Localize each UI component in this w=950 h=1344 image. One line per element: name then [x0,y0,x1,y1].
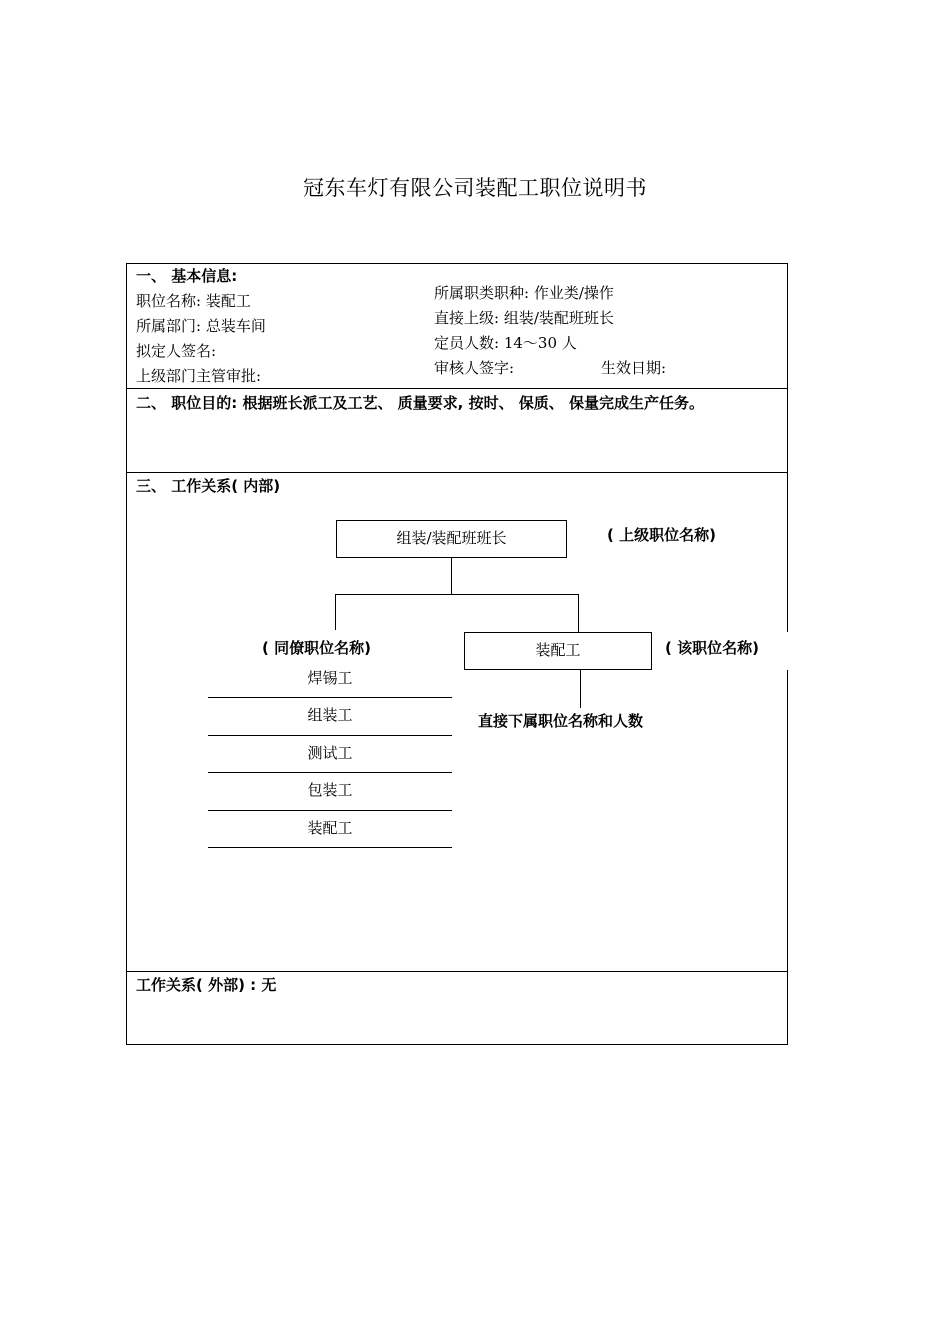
connector-line [451,558,452,594]
peer-divider [208,735,452,736]
internal-relations-heading: 三、 工作关系( 内部) [136,477,281,495]
border-gap [787,632,791,670]
headcount: 定员人数: 14～30 人 [434,334,577,352]
superior-approval: 上级部门主管审批: [136,367,262,385]
peer-position-label: ( 同僚职位名称) [262,639,371,657]
subordinate-label: 直接下属职位名称和人数 [478,712,644,730]
department: 所属部门: 总装车间 [136,317,266,335]
peer-divider [208,810,452,811]
job-category: 所属职类职种: 作业类/操作 [434,284,614,302]
row-divider [127,971,787,972]
connector-line [335,594,336,630]
peer-item: 焊锡工 [307,669,353,687]
job-description-table [126,263,788,1045]
self-position-box: 装配工 [464,632,652,670]
superior-position-label: ( 上级职位名称) [607,526,716,544]
row-divider [127,472,787,473]
connector-line [580,670,581,708]
position-name: 职位名称: 装配工 [136,292,251,310]
peer-divider [208,847,452,848]
peer-item: 装配工 [307,819,353,837]
basic-info-heading: 一、 基本信息: [136,267,238,285]
effective-date: 生效日期: [601,359,667,377]
drafter-signature: 拟定人签名: [136,342,217,360]
document-title: 冠东车灯有限公司装配工职位说明书 [303,176,647,200]
peer-item: 包装工 [307,781,353,799]
peer-divider [208,772,452,773]
position-purpose: 二、 职位目的: 根据班长派工及工艺、 质量要求, 按时、 保质、 保量完成生产任务。 [136,394,705,412]
self-position-label: ( 该职位名称) [665,639,759,657]
superior-position-box: 组装/装配班班长 [336,520,567,558]
external-relations: 工作关系( 外部) : 无 [136,976,277,994]
peer-item: 组装工 [307,706,353,724]
row-divider [127,388,787,389]
connector-line [578,594,579,632]
connector-line [335,594,579,595]
reviewer-signature: 审核人签字: [434,359,515,377]
direct-superior: 直接上级: 组装/装配班班长 [434,309,614,327]
peer-item: 测试工 [307,744,353,762]
peer-divider [208,697,452,698]
